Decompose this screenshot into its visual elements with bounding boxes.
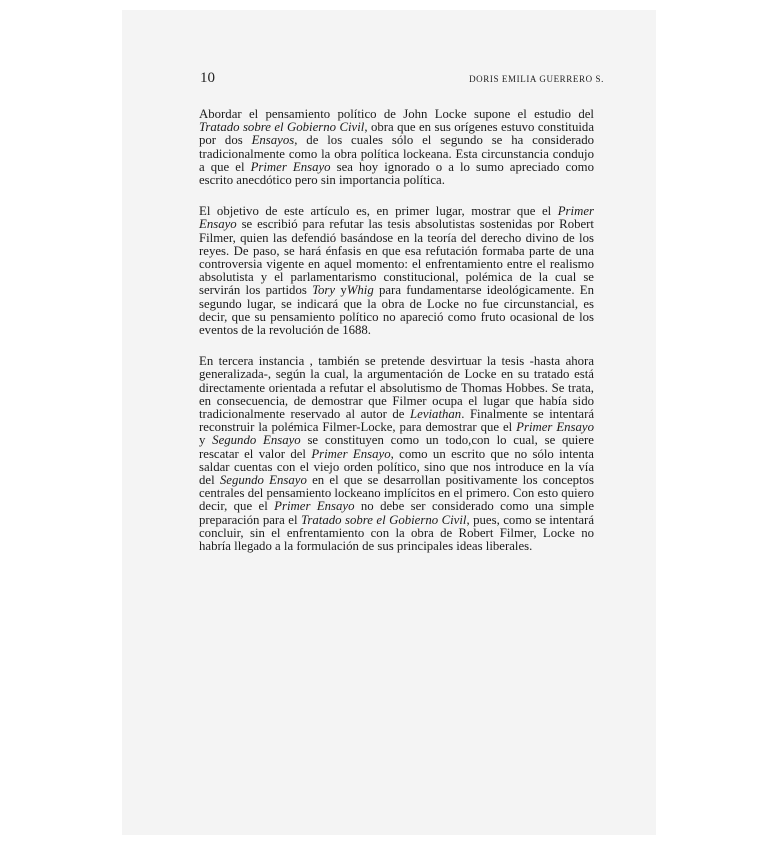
italic-title-text: Primer Ensayo [250, 159, 331, 174]
italic-title-text: Tratado sobre el Gobierno Civil [199, 120, 365, 135]
paragraph-text-run: , obra que en sus orígenes estuvo constituida por dos [199, 120, 594, 148]
paragraph-2 [199, 205, 594, 337]
paragraph-text-run: no debe ser considerado como una simple preparación para el [199, 499, 595, 527]
paragraph-text-run: Abordar el pensamiento político de John Locke supone el estudio del [199, 107, 594, 121]
running-head: DORIS EMILIA GUERRERO S. [469, 74, 604, 84]
italic-title-text: Tory [312, 283, 336, 298]
paragraph-text-run: sea hoy ignorado o a lo sumo apreciado como escrito anecdótico pero sin importancia política. [199, 159, 594, 188]
italic-title-text: Tratado sobre el Gobierno Civil [301, 512, 467, 527]
paragraph-text-run: se constituyen como un todo,con lo cual, se quiere rescatar el valor del [199, 433, 594, 461]
body-text [199, 108, 594, 571]
paragraph-text-run: y [199, 433, 213, 448]
italic-title-text: Primer Ensayo [199, 204, 594, 232]
italic-title-text: Segundo Ensayo [219, 473, 307, 488]
paragraph-text-run: , de los cuales sólo el segundo se ha considerado tradicionalmente como la obra política lockeana. Esta circunstancia condujo a que el [199, 133, 595, 174]
italic-title-text: Leviathan [410, 407, 462, 422]
paragraph-text-run: para fundamentarse ideológicamente. En segundo lugar, se indicará que la obra de Locke no fue circunstancial, es decir, que su pensamiento político no apareció como fruto ocasional de los eventos de la revolución de 1688. [199, 283, 594, 338]
paragraph-text-run: , como un escrito que no sólo intenta saldar cuentas con el viejo orden político, sino que nos introduce en la vía del [199, 446, 594, 488]
paragraph-text-run: en el que se desarrollan positivamente los conceptos centrales del pensamiento lockeano implícitos en el primero. Con esto quiero decir, que el [199, 473, 594, 514]
page-number: 10 [200, 70, 215, 86]
italic-title-text: Segundo Ensayo [212, 433, 301, 448]
paragraph-text-run: , pues, como se intentará concluir, sin el enfrentamiento con la obra de Robert Filmer, Locke no habría llegado a la formulación de sus principales ideas liberales. [199, 512, 594, 554]
italic-title-text: Whig [346, 283, 374, 298]
italic-title-text: Primer Ensayo [274, 499, 355, 514]
paragraph-3 [199, 355, 594, 553]
paragraph-text-run: . Finalmente se intentará reconstruir la polémica Filmer-Locke, para demostrar que el [199, 407, 595, 435]
paragraph-text-run: En tercera instancia , también se pretende desvirtuar la tesis -hasta ahora generalizada-, según la cual, la argumentación de Locke en su tratado está directamente orientada a refutar el absolutismo de Thomas Hobbes. Se trata, en consecuencia, de demostrar que Filmer ocupa el lugar que había sido tradicionalmente reservado al autor de [199, 354, 594, 422]
paragraph-text-run: y [335, 283, 347, 298]
paragraph-1 [199, 108, 594, 187]
italic-title-text: Ensayos [251, 133, 295, 148]
paragraph-text-run: se escribió para refutar las tesis absolutistas sostenidas por Robert Filmer, quien las defendió basándose en la teoría del derecho divino de los reyes. De paso, se hará énfasis en que esa refutación formaba parte de una controversia vigente en aquel momento: el enfrentamiento entre el realismo absolutista y el parlamentarismo constitucional, polémica de la cual se servirán los partidos [199, 217, 594, 298]
italic-title-text: Primer Ensayo [516, 420, 594, 435]
italic-title-text: Primer Ensayo [311, 446, 391, 461]
paragraph-text-run: El objetivo de este artículo es, en primer lugar, mostrar que el [199, 204, 558, 219]
